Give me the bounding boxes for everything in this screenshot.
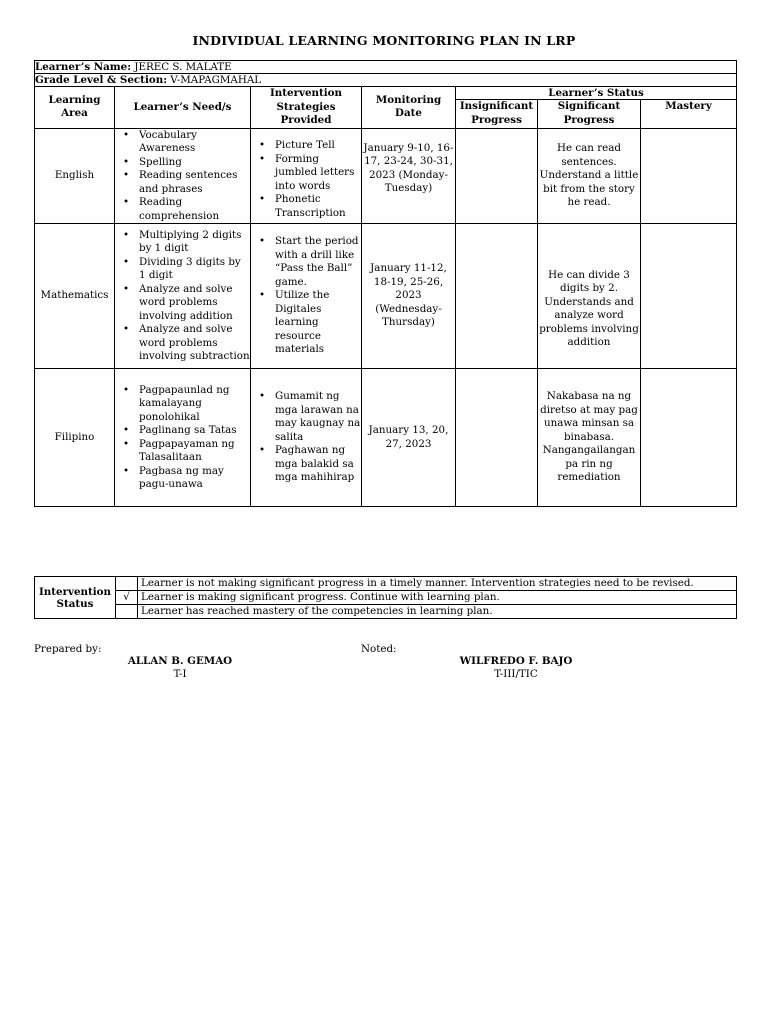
date-english: January 9-10, 16-17, 23-24, 30-31, 2023 (Monday-Tuesday) bbox=[362, 128, 456, 224]
need-item: • Pagbasa ng may pagu-unawa bbox=[139, 465, 250, 492]
header-significant-progress: Significant Progress bbox=[538, 100, 641, 128]
area-english: English bbox=[35, 128, 115, 224]
intervention-status-table bbox=[34, 576, 737, 619]
status-checkbox[interactable] bbox=[116, 577, 138, 591]
insignificant-mathematics bbox=[456, 224, 538, 369]
significant-english: He can read sentences. Understand a little bit from the story he read. bbox=[538, 128, 641, 224]
header-mastery: Mastery bbox=[641, 100, 737, 128]
intervention-status-label: Intervention Status bbox=[35, 577, 116, 619]
page-title: INDIVIDUAL LEARNING MONITORING PLAN IN LRP bbox=[192, 33, 576, 48]
strategy-item: • Utilize the Digitales learning resource materials bbox=[275, 289, 361, 357]
noted-by-name: WILFREDO F. BAJO bbox=[459, 655, 573, 667]
need-item: • Analyze and solve word problems involving addition bbox=[139, 283, 250, 324]
need-item: • Dividing 3 digits by 1 digit bbox=[139, 256, 250, 283]
strategy-item: • Gumamit ng mga larawan na may kaugnay na salita bbox=[275, 390, 361, 444]
needs-mathematics bbox=[115, 224, 251, 369]
row-filipino bbox=[35, 369, 737, 507]
noted-by-title: T-III/TIC bbox=[494, 668, 538, 680]
prepared-by-label: Prepared by: bbox=[34, 643, 102, 655]
needs-english bbox=[115, 128, 251, 224]
strategy-item: • Start the period with a drill like “Pass the Ball” game. bbox=[275, 235, 361, 289]
header-monitoring-date: Monitoring Date bbox=[362, 87, 456, 129]
area-mathematics: Mathematics bbox=[35, 224, 115, 369]
status-checkbox[interactable]: √ bbox=[116, 591, 138, 605]
need-item: • Pagpapayaman ng Talasalitaan bbox=[139, 438, 250, 465]
need-item: • Pagpapaunlad ng kamalayang ponolohikal bbox=[139, 384, 250, 425]
prepared-by-title: T-I bbox=[173, 668, 187, 680]
noted-by-label: Noted: bbox=[361, 643, 397, 655]
significant-filipino: Nakabasa na ng diretso at may pag unawa minsan sa binabasa. Nangangailangan pa rin ng remediation bbox=[538, 369, 641, 507]
prepared-by-name: ALLAN B. GEMAO bbox=[127, 655, 233, 667]
learner-name-label: Learner’s Name: bbox=[35, 61, 132, 73]
header-learner-needs: Learner’s Need/s bbox=[115, 87, 251, 129]
insignificant-filipino bbox=[456, 369, 538, 507]
status-option-text: Learner is not making significant progress in a timely manner. Intervention strategies need to be revised. bbox=[138, 577, 737, 591]
need-item: • Analyze and solve word problems involving subtraction bbox=[139, 323, 250, 364]
mastery-filipino bbox=[641, 369, 737, 507]
header-learning-area: Learning Area bbox=[35, 87, 115, 129]
learner-name-row bbox=[35, 61, 737, 74]
header-intervention-strategies: Intervention Strategies Provided bbox=[251, 87, 362, 129]
strategies-english bbox=[251, 128, 362, 224]
need-item: • Spelling bbox=[139, 156, 250, 170]
significant-mathematics: He can divide 3 digits by 2. Understands and analyze word problems involving addition bbox=[538, 224, 641, 369]
row-mathematics bbox=[35, 224, 737, 369]
status-option-row bbox=[35, 591, 737, 605]
strategy-item: • Paghawan ng mga balakid sa mga mahihirap bbox=[275, 444, 361, 485]
needs-filipino bbox=[115, 369, 251, 507]
need-item: • Reading comprehension bbox=[139, 196, 250, 223]
need-item: • Multiplying 2 digits by 1 digit bbox=[139, 229, 250, 256]
grade-section-row bbox=[35, 74, 737, 87]
date-mathematics: January 11-12, 18-19, 25-26, 2023 (Wednesday-Thursday) bbox=[362, 224, 456, 369]
strategies-mathematics bbox=[251, 224, 362, 369]
grade-section-label: Grade Level & Section: bbox=[35, 74, 168, 86]
strategy-item: • Picture Tell bbox=[275, 139, 361, 153]
status-option-row bbox=[35, 605, 737, 619]
strategies-filipino bbox=[251, 369, 362, 507]
strategy-item: • Forming jumbled letters into words bbox=[275, 153, 361, 194]
grade-section-value: V-MAPAGMAHAL bbox=[170, 74, 262, 86]
header-row-1 bbox=[35, 87, 737, 100]
need-item: • Vocabulary Awareness bbox=[139, 129, 250, 156]
need-item: • Reading sentences and phrases bbox=[139, 169, 250, 196]
status-checkbox[interactable] bbox=[116, 605, 138, 619]
row-english bbox=[35, 128, 737, 224]
mastery-english bbox=[641, 128, 737, 224]
area-filipino: Filipino bbox=[35, 369, 115, 507]
strategy-item: • Phonetic Transcription bbox=[275, 193, 361, 220]
mastery-mathematics bbox=[641, 224, 737, 369]
learner-name-value: JEREC S. MALATE bbox=[134, 61, 232, 73]
header-learner-status: Learner’s Status bbox=[456, 87, 737, 100]
insignificant-english bbox=[456, 128, 538, 224]
date-filipino: January 13, 20, 27, 2023 bbox=[362, 369, 456, 507]
status-option-text: Learner is making significant progress. Continue with learning plan. bbox=[138, 591, 737, 605]
monitoring-plan-table bbox=[34, 60, 737, 507]
status-option-text: Learner has reached mastery of the competencies in learning plan. bbox=[138, 605, 737, 619]
header-insignificant-progress: Insignificant Progress bbox=[456, 100, 538, 128]
status-option-row bbox=[35, 577, 737, 591]
need-item: • Paglinang sa Tatas bbox=[139, 424, 250, 438]
